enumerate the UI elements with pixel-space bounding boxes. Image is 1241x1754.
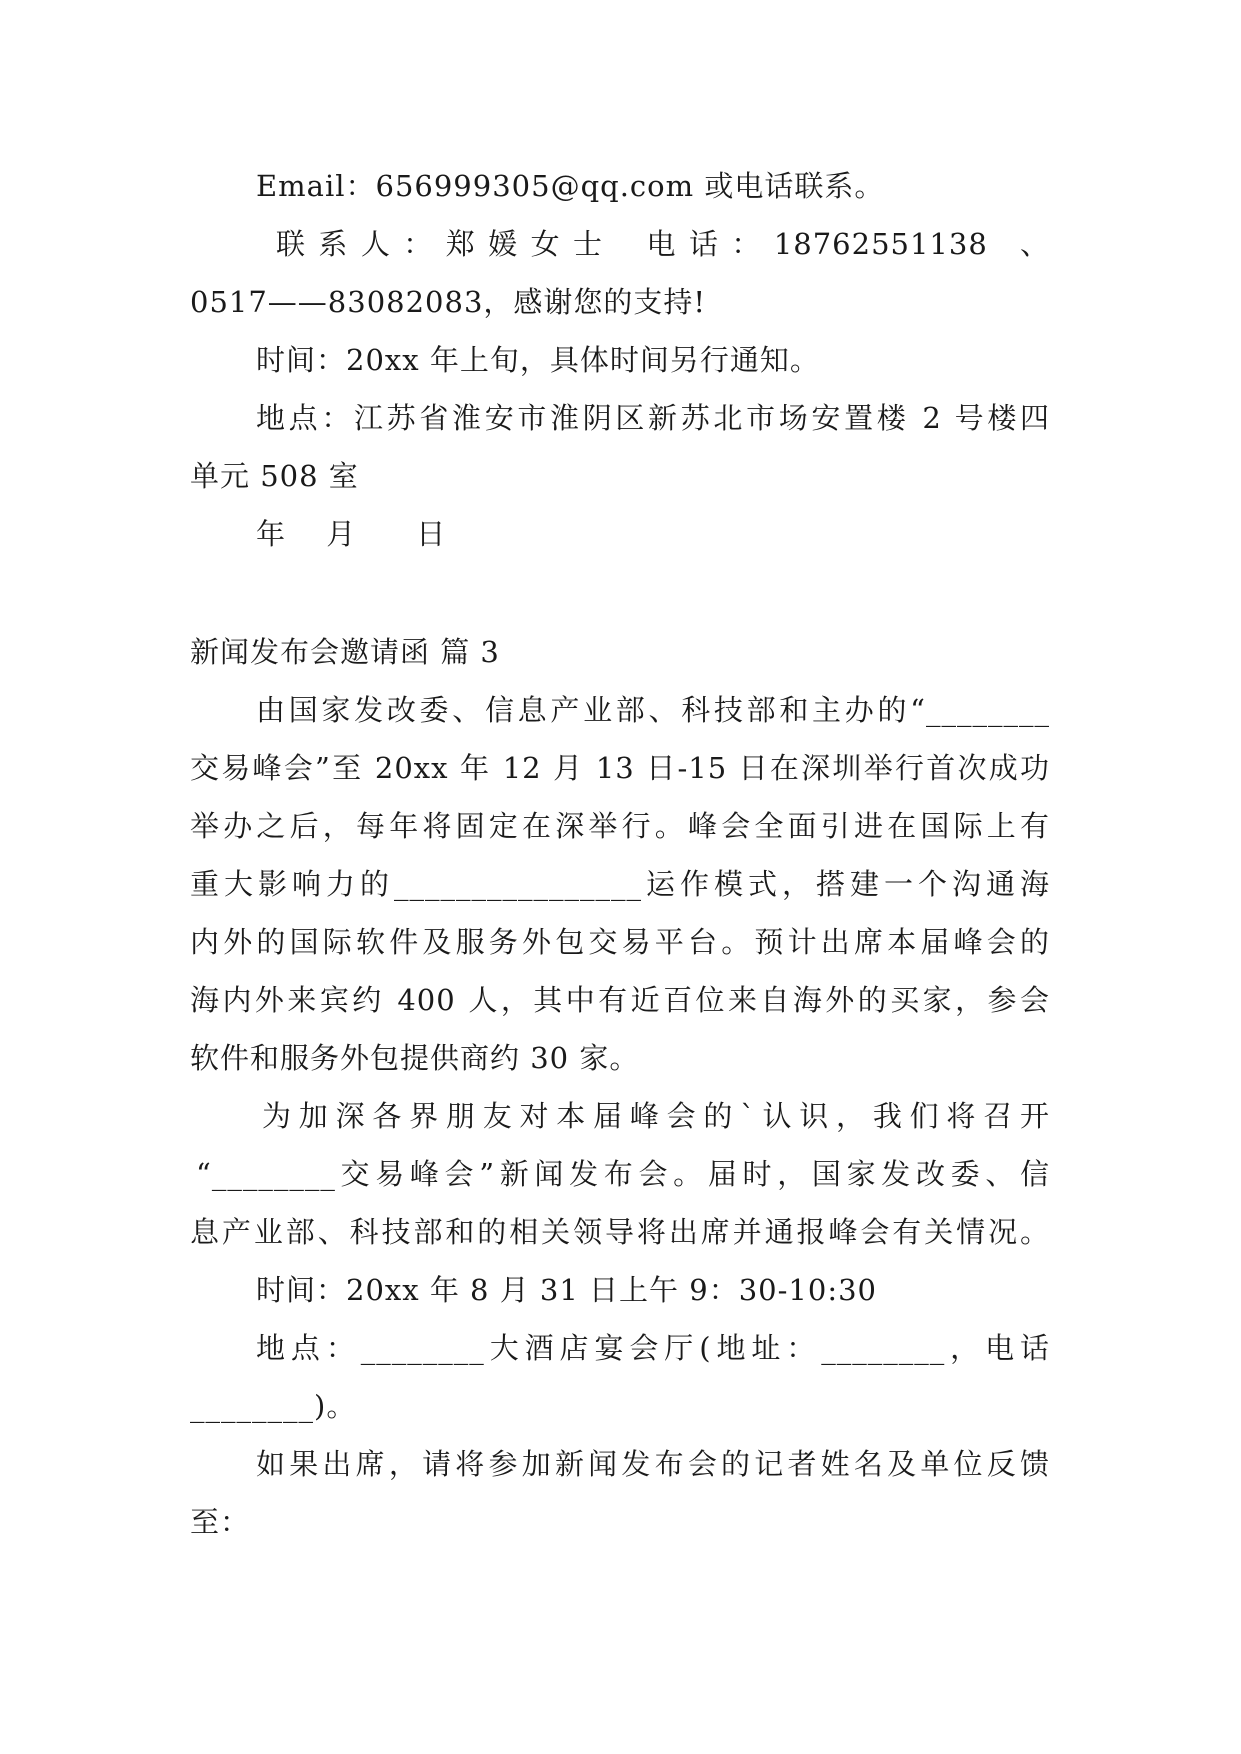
paragraph-1-line-2: 交易峰会”至 20xx 年 12 月 13 日-15 日在深圳举行首次成功 [190, 751, 1050, 785]
email-contact-line: Email：656999305@qq.com 或电话联系。 [256, 169, 885, 203]
location-line-2: 地点：________大酒店宴会厅(地址：________，电话 [256, 1331, 1050, 1365]
paragraph-3-line-1: 如果出席，请将参加新闻发布会的记者姓名及单位反馈 [256, 1447, 1050, 1481]
time-line-1: 时间：20xx 年上旬，具体时间另行通知。 [256, 343, 820, 377]
location-line-1: 地点：江苏省淮安市淮阴区新苏北市场安置楼 2 号楼四 [256, 401, 1050, 435]
paragraph-1-line-1: 由国家发改委、信息产业部、科技部和主办的“________ [256, 693, 1050, 727]
location-line-1-cont: 单元 508 室 [190, 459, 359, 493]
paragraph-1-line-7: 软件和服务外包提供商约 30 家。 [190, 1041, 640, 1075]
location-line-2-cont: ________)。 [190, 1389, 357, 1423]
section-heading: 新闻发布会邀请函 篇 3 [190, 635, 500, 669]
paragraph-3-line-2: 至： [190, 1505, 251, 1539]
paragraph-2-line-1: 为加深各界朋友对本届峰会的`认识，我们将召开 [262, 1099, 1050, 1133]
date-placeholder: 年 月 日 [256, 517, 447, 551]
time-line-2: 时间：20xx 年 8 月 31 日上午 9：30-10:30 [256, 1273, 877, 1307]
phone-thanks-line: 0517——83082083，感谢您的支持! [190, 285, 707, 319]
contact-person-line: 联 系 人 ： 郑 媛 女 士 电 话 ： 18762551138 、 [276, 227, 1050, 261]
paragraph-1-line-4: 重大影响力的________________运作模式，搭建一个沟通海 [190, 867, 1050, 901]
paragraph-1-line-5: 内外的国际软件及服务外包交易平台。预计出席本届峰会的 [190, 925, 1050, 959]
paragraph-1-line-6: 海内外来宾约 400 人，其中有近百位来自海外的买家，参会 [190, 983, 1050, 1017]
paragraph-1-line-3: 举办之后，每年将固定在深举行。峰会全面引进在国际上有 [190, 809, 1050, 843]
paragraph-2-line-3: 息产业部、科技部和的相关领导将出席并通报峰会有关情况。 [190, 1215, 1050, 1249]
paragraph-2-line-2: “________交易峰会”新闻发布会。届时，国家发改委、信 [196, 1157, 1050, 1191]
